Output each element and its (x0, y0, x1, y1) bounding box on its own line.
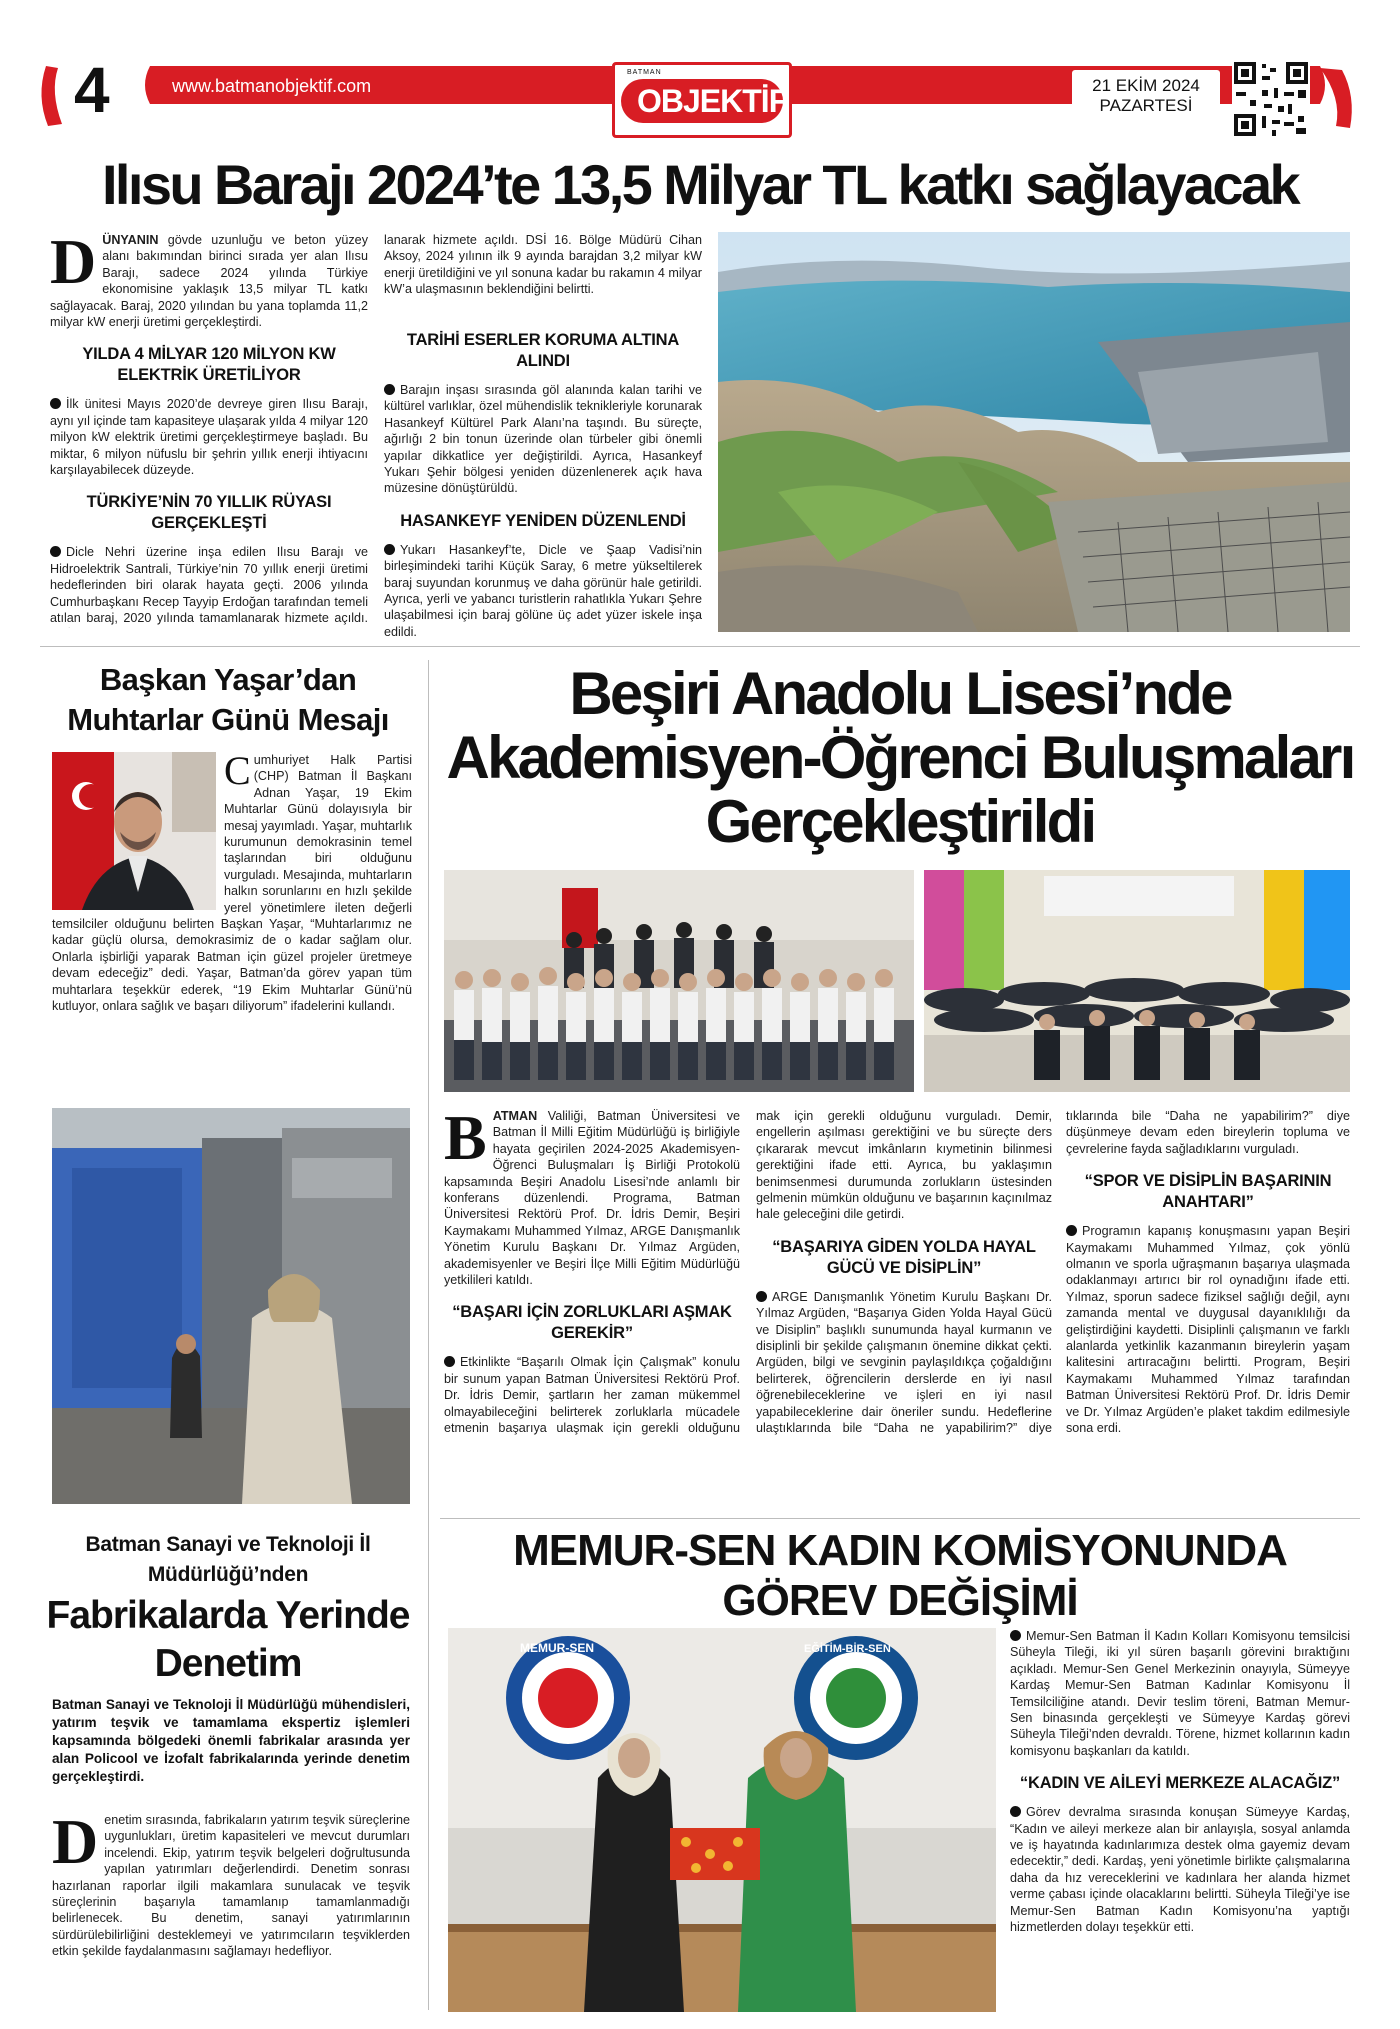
qr-code (1232, 60, 1310, 138)
article5-subheading-1: “KADIN VE AİLEYİ MERKEZE ALACAĞIZ” (1019, 1774, 1341, 1793)
article1-paragraph-2-continued: lanarak hizmete açıldı. DSİ 16. Bölge Müdürü Cihan Aksoy, 2024 yılının ilk 9 ayında barajdan 3,2 milyar kW enerji üretildiğini ve yıl sonuna kadar bu rakamın 4 milyar kW’a ulaşmasının beklendiğini belirtti. (384, 233, 702, 297)
page-header (0, 0, 1400, 140)
article1-subheading-2: TÜRKİYE’NİN 70 YILLIK RÜYASI GERÇEKLEŞTİ (86, 493, 332, 533)
article3-column-1 (444, 1102, 740, 1438)
banner-left-text: MEMUR-SEN (520, 1641, 594, 1655)
bullet-icon (444, 1356, 455, 1367)
conference-hall-image (924, 870, 1350, 1092)
article3-lead: Valiliği, Batman Üniversitesi ve Batman İl Milli Eğitim Müdürlüğü iş birliğiyle hayata geçirilen 2024-2025 Akademisyen-Öğrenci Buluşmaları İş Birliği Protokolü kapsamında Beşiri Anadolu Lisesi’nde anlamlı bir konferans düzenlendi. Programa, Batman Üniversitesi Rektörü Prof. Dr. İdris Demir, Beşiri Kaymakamı Muhammed Yılmaz, ARGE Danışmanlık Yönetim Kurulu Başkanı Dr. Yılmaz Argüden, akademisyenler ve Beşiri İlçe Milli Eğitim Müdürlüğü yetkilileri katıldı. (444, 1109, 740, 1288)
website-url: www.batmanobjektif.com (172, 76, 372, 96)
article3-headline: Beşiri Anadolu Lisesi’nde Akademisyen-Öğrenci Buluşmaları Gerçekleştirildi (446, 660, 1354, 855)
article4-dropcap: D (52, 1806, 99, 1877)
bullet-icon (384, 544, 395, 555)
article3-paragraph-1: Etkinlikte “Başarılı Olmak İçin Çalışmak” konulu bir sunum yapan Batman Üniversitesi Rektörü Prof. Dr. İdris Demir, şartların her zaman mükemmel olmayabileceğini belirterek zorluklarla mücadele etmenin başarıya ulaşmak için gerekli olduğunu (444, 1355, 740, 1436)
bullet-icon (1066, 1225, 1077, 1236)
dam-aerial-photo (718, 232, 1350, 632)
article1-lead: gövde uzunluğu ve beton yüzey alanı bakımından birinci sırada yer alan Ilısu Barajı, sadece 2024 yılında Türkiye ekonomisine yaklaşık 13,5 milyar TL katkı sağlayacak. Baraj, 2020 yılından bu yana toplamda 11,2 milyar kW enerji üretimi gerçekleştirdi. (50, 233, 368, 330)
article1-paragraph-4: Yukarı Hasankeyf’te, Dicle ve Şaap Vadisi’nin birleşimindeki tarihi Küçük Saray, 6 metre yükseltilerek baraj suyundan korunmuş ve daha görünür hale getirildi. Ayrıca, yerli ve yabancı turistlerin rahatlıkla Yukarı Şehre ulaşabilmesi için baraj gölüne üç adet yüzer iskele inşa edildi. (384, 542, 702, 639)
article2-dropcap: C (224, 748, 251, 793)
article5-body (1010, 1628, 1350, 1938)
ceremony-image (448, 1628, 996, 2012)
conference-hall-photo (924, 870, 1350, 1092)
article1-lead-bold: ÜNYANIN (102, 233, 159, 247)
date-box (1072, 70, 1220, 122)
bullet-icon (50, 398, 61, 409)
article3-paragraph-2: ARGE Danışmanlık Yönetim Kurulu Başkanı Dr. Yılmaz Argüden, “Başarıya Giden Yolda Hayal Gücü ve Disiplin” başlıklı sunumunda hayal kurmanın ve disiplinli bir şekilde çalışmanın önemine dikkat çekti. Argüden, bilgi ve sevginin paylaşıldıkça çoğaldığını belirterek, öğrencilerin derslerde en iyi nasıl öğrenebileceklerine ve işleri en iyi nasıl yapabileceklerine dair öneriler sundu. Hedeflerine ulaştıklarında bile “Daha ne yapabilirim?” diye (756, 1289, 1052, 1436)
logo-top-text: BATMAN (627, 69, 662, 76)
article4-text: enetim sırasında, fabrikaların yatırım teşvik süreçlerine uygunlukları, üretim kapasiteleri ve mevcut durumları incelendi. Ekip, yatırım teşvik belgeleri doğrultusunda yapılan yatırımları değerlendirdi. Denetim sonrası hazırlanan raporlar ilgili makamlara sunulacak ve teşvik süreçlerinin başarıyla tamamlanıp tamamlanmadığı belirlenecek. Bu denetim, sanayi yatırımlarının sürdürülebilirliğini desteklemeyi ve yatırımcıların teşviklerden etkin şekilde faydalanmasını sağlamayı hedefliyor. (52, 1813, 410, 1959)
factory-interior-image (52, 1108, 410, 1504)
group-photo-image (444, 870, 914, 1092)
article1-paragraph-2: Dicle Nehri üzerine inşa edilen Ilısu Barajı ve Hidroelektrik Santrali, Türkiye’nin 70 yıllık enerji üretimi hedeflerinden biri olarak hayata geçti. 2006 yılında Cumhurbaşkanı Recep Tayyip Erdoğan tarafından temeli atılan baraj, 2020 yılında tamamlanarak hizmete açıldı. (50, 545, 368, 626)
students-group-photo (444, 870, 914, 1092)
article1-column-1 (50, 226, 368, 630)
article3-column-3 (1066, 1108, 1350, 1439)
article2-headline: Başkan Yaşar’dan Muhtarlar Günü Mesajı (67, 662, 389, 737)
issue-date: 21 EKİM 2024 (1092, 76, 1200, 95)
article5-paragraph-1: Memur-Sen Batman İl Kadın Kolları Komisyonu temsilcisi Süheyla Tileği, iki yıl süren başarılı görevini bıraktığını açıkladı. Memur-Sen Genel Merkezinin onayıyla, Sümeyye Kardaş Memur-Sen Batman Kadınlar Komisyonu İl Temsilciliğine atandı. Devir teslim töreni, Batman Memur-Sen binasında gerçekleşti ve Sümeyye Kardaş görevi Süheyla Tileği’nden devraldı. Törene, hizmet kollarının kadın komisyonu başkanları da katıldı. (1010, 1629, 1350, 1758)
article1-paragraph-3: Barajın inşası sırasında göl alanında kalan tarihi ve kültürel varlıklar, özel mühendislik teknikleriyle korunarak Hasankeyf Kültürel Park Alanı’na taşındı. Bu süreçte, ağırlığı 2 bin tonun üzerinde olan türbeler gibi önemli yapılar dikkatlice yer değiştirildi. Ayrıca, Hasankeyf Yukarı Şehir bölgesi yeniden düzenlenerek açık hava müzesine dönüştürüldü. (384, 383, 702, 496)
dam-landscape-image (718, 232, 1350, 632)
article3-column-2 (756, 1108, 1052, 1439)
article4-summary: Batman Sanayi ve Teknoloji İl Müdürlüğü mühendisleri, yatırım teşvik ve tamamlama ekspertiz işlemleri kapsamında bölgedeki önemli fabrikalar arasında yer alan Policool ve İzofalt fabrikalarında yerinde denetim gerçekleştirdi. (52, 1697, 410, 1784)
logo (612, 62, 792, 138)
qr-code-icon (1232, 60, 1310, 138)
article4-kicker: Batman Sanayi ve Teknoloji İl Müdürlüğü’nden (85, 1533, 371, 1586)
page-number: 4 (74, 54, 110, 126)
logo-text: OBJEKTİF (637, 83, 788, 119)
article2-text: umhuriyet Halk Partisi (CHP) Batman İl Başkanı Adnan Yaşar, 19 Ekim Muhtarlar Günü dolayısıyla bir mesaj yayımladı. Yaşar, muhtarlık kurumunun demokrasinin temel taşlarından biri olduğunu vurguladı. Mesajında, muhtarların halkın sorunlarını en hızlı şekilde yerel yönetimlere ileten değerli temsilciler olduğunu belirten Başkan Yaşar, “Muhtarlarımız ne kadar güçlü olursa, demokrasimiz de o kadar sağlam olur. Onlarla işbirliği yaparak Batman için güzel projeler üretmeye devam edeceğiz” dedi. Yaşar, Batman’da görev yapan tüm muhtarlara teşekkür ederek, “19 Ekim Muhtarlar Günü’nü kutluyor, onlara sağlık ve başarı diliyorum” ifadelerini kullandı. (52, 753, 412, 1014)
article1-subheading-4: HASANKEYF YENİDEN DÜZENLENDİ (400, 511, 686, 530)
bullet-icon (1010, 1806, 1021, 1817)
article5-headline: MEMUR-SEN KADIN KOMİSYONUNDA GÖREV DEĞİŞİMİ (513, 1526, 1287, 1625)
bullet-icon (384, 384, 395, 395)
bullet-icon (756, 1291, 767, 1302)
article4-body (52, 1806, 410, 1962)
article3-subheading-2: “BAŞARIYA GİDEN YOLDA HAYAL GÜCÜ VE DİSİPLİN” (772, 1237, 1036, 1277)
issue-weekday: PAZARTESİ (1099, 96, 1193, 115)
article1-headline: Ilısu Barajı 2024’te 13,5 Milyar TL katkı sağlayacak (101, 153, 1299, 216)
article1-column-2 (384, 232, 702, 642)
memur-sen-ceremony-photo (448, 1628, 996, 2012)
article1-subheading-1: YILDA 4 MİLYAR 120 MİLYON KW ELEKTRİK ÜRETİLİYOR (82, 345, 336, 385)
article3-lead-bold: ATMAN (492, 1109, 538, 1123)
article1-paragraph-1: İlk ünitesi Mayıs 2020’de devreye giren Ilısu Barajı, aynı yıl içinde tam kapasiteye ulaşarak yılda 4 milyar 120 milyon kW elektrik üretimi gerçekleştirmeye başladı. Bu miktar, 6 milyon nüfuslu bir şehrin yıllık enerji ihtiyacını karşılayabilecek düzeyde. (50, 397, 368, 478)
article1-dropcap: D (50, 226, 97, 297)
article3-paragraph-2-continued: tıklarında bile “Daha ne yapabilirim?” diye düşünmeye devam eden bireylerin topluma ve çevrelerine fayda sağladıklarını vurguladı. (1066, 1109, 1350, 1156)
article3-paragraph-1-continued: mak için gerekli olduğunu vurguladı. Demir, engellerin aşılması gerektiğini ve bu süreçte ders çıkararak mevcut imkânların kıymetinin bilinmesi gerektiğini ifade etti. Ayrıca, bu yaklaşımın benimsenmesi durumunda zorlukların üstesinden gelmenin mümkün olduğunu ve başarının kaçınılmaz hale geleceğini dile getirdi. (756, 1109, 1052, 1222)
article3-dropcap: B (444, 1102, 487, 1173)
factory-inspection-photo (52, 1108, 410, 1504)
bullet-icon (1010, 1630, 1021, 1641)
article3-subheading-3: “SPOR VE DİSİPLİN BAŞARININ ANAHTARI” (1084, 1172, 1332, 1212)
article3-paragraph-3: Programın kapanış konuşmasını yapan Beşiri Kaymakamı Muhammed Yılmaz, çok yönlü olmanın ve sporla uğraşmanın başarıya ulaşmada odaklanmayı artırıcı bir rol oynadığını ifade etti. Yılmaz, sporun sadece fiziksel sağlığı değil, aynı zamanda mental ve duygusal dayanıklılığı da geliştirdiğini kaydetti. Disiplinli çalışmanın ve farklı alanlarda yetkinlik kazanmanın bireylerin yaşam kalitesini artıracağını belirtti. Program, Beşiri Kaymakamı Muhammed Yılmaz tarafından Batman Üniversitesi Rektörü Prof. Dr. İdris Demir ve Dr. Yılmaz Argüden’e plaket takdim edilmesiyle sona erdi. (1066, 1224, 1350, 1436)
article3-subheading-1: “BAŞARI İÇİN ZORLUKLARI AŞMAK GEREKİR” (452, 1303, 732, 1343)
banner-right-text: EĞİTİM-BİR-SEN (804, 1643, 891, 1655)
article2-body (52, 748, 412, 1017)
article1-subheading-3: TARİHİ ESERLER KORUMA ALTINA ALINDI (406, 331, 680, 370)
article5-paragraph-2: Görev devralma sırasında konuşan Sümeyye Kardaş, “Kadın ve aileyi merkeze alan bir anlayışla, sosyal anlamda ve iş hayatında kadınlarımıza destek olma gayemiz devam edecektir,” dedi. Kardaş, yeni yönetimle birlikte çalışmalarına daha da hız vereceklerini ve kadınlara her alanda hizmet verme çabası içinde olacaklarını belirtti. Süheyla Tileği’ye ise Memur-Sen Batman Kadın Komisyonu’na yaptığı hizmetlerden dolayı teşekkür etti. (1010, 1805, 1350, 1935)
bullet-icon (50, 546, 61, 557)
article4-headline: Fabrikalarda Yerinde Denetim (46, 1594, 410, 1685)
